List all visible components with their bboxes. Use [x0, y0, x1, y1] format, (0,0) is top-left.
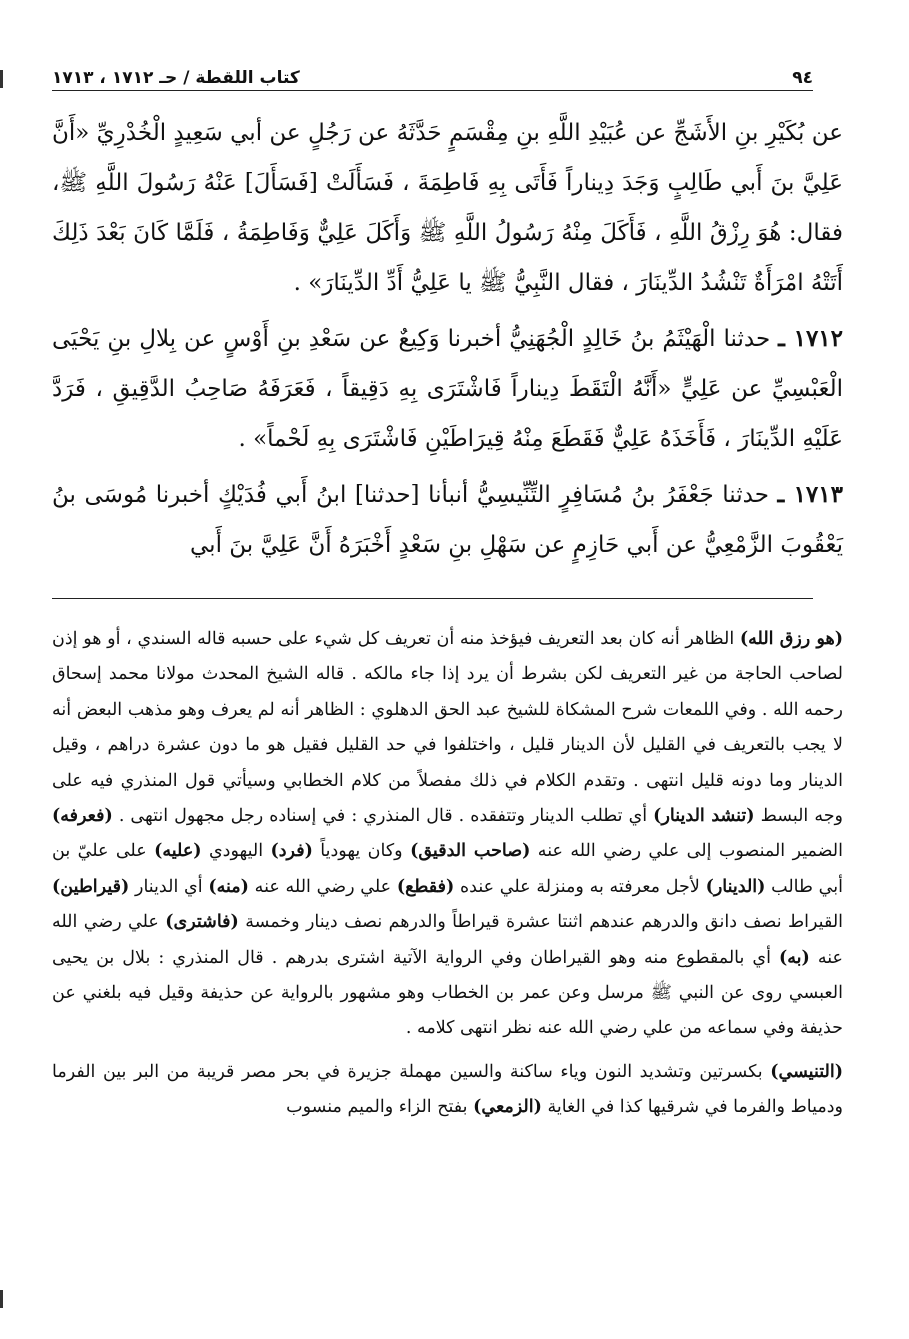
footnote-text: بكسرتين وتشديد النون وياء ساكنة والسين مهملة جزيرة في بحر مصر قريبة من البر بين الفرما ودمياط والفرما في شرقيها كذا في الغاية [52, 1061, 843, 1118]
scan-edge-mark [0, 1290, 3, 1308]
footnote-rule [52, 598, 813, 599]
scan-edge-mark [0, 70, 3, 88]
footnote-keyword: (فعرفه) [52, 806, 113, 827]
hadith-text: عن بُكَيْرِ بنِ الأَشَجِّ عن عُبَيْدِ اللَّهِ بنِ مِقْسَمٍ حَدَّثَهُ عن رَجُلٍ عن أبي سَعِيدٍ الْخُدْرِيِّ «أَنَّ عَلِيَّ بنَ أَبي طَالِبٍ وَجَدَ دِيناراً فَأَتَى بِهِ فَاطِمَةَ ، فَسَأَلَتْ [فَسَأَلَ] عَنْهُ رَسُولَ اللَّهِ ﷺ، فقال: هُوَ رِزْقُ اللَّهِ ، فَأَكَلَ مِنْهُ رَسُولُ اللَّهِ ﷺ وَأَكَلَ عَلِيٌّ وَفَاطِمَةُ ، فَلَمَّا كَانَ بَعْدَ ذَلِكَ أَتَتْهُ امْرَأَةٌ تَنْشُدُ الدِّينَارَ ، فقال النَّبِيُّ ﷺ يا عَلِيُّ أَدِّ الدِّينَارَ» . [52, 120, 843, 296]
page-header [52, 58, 813, 88]
hadith-paragraph [52, 108, 843, 308]
main-text [52, 108, 843, 576]
hadith-number: ١٧١٢ ـ [778, 325, 844, 352]
header-rule [52, 90, 813, 91]
running-title: كتاب اللقطة / حـ ١٧١٢ ، ١٧١٣ [52, 68, 300, 88]
hadith-number: ١٧١٣ ـ [777, 481, 843, 508]
footnote-text: وكان يهودياً [312, 841, 411, 862]
footnote-keyword: (قيراطين) [52, 876, 130, 897]
footnote-keyword: (فقطع) [396, 876, 455, 897]
footnote-text: اليهودي [201, 841, 271, 862]
footnote-keyword: (التنيسي) [770, 1061, 843, 1082]
footnote-keyword: (تنشد الدينار) [653, 806, 755, 827]
footnote-paragraph [52, 622, 843, 1047]
page-number: ٩٤ [792, 68, 813, 88]
footnote-keyword: (به) [779, 947, 810, 968]
footnote-text: الضمير المنصوب إلى علي رضي الله عنه [530, 841, 843, 862]
footnote-text: الظاهر أنه كان بعد التعريف فيؤخذ منه أن تعريف كل شيء على حسبه قاله السندي ، أو هو إذن لصاحب الحاجة من غير التعريف لكن بشرط أن يرد إذا جاء مالكه . قاله الشيخ المحدث مولانا محمد إسحاق رحمه الله . وفي اللمعات شرح المشكاة للشيخ عبد الحق الدهلوي : الظاهر أنه لم يعرف وهو مذهب البعض أنه لا يجب بالتعريف في القليل لأن الدينار قليل ، واختلفوا في حد القليل فقيل هو ما دون عشرة دراهم ، وقيل الدينار وما دونه قليل انتهى . وتقدم الكلام في ذلك مفصلاً من كلام الخطابي وسيأتي قول المنذري فيه على وجه البسط [52, 629, 843, 827]
footnote-keyword: (فرد) [270, 841, 313, 862]
hadith-paragraph [52, 314, 843, 464]
footnote-keyword: (الزمعي) [473, 1097, 542, 1118]
footnote-keyword: (صاحب الدقيق) [410, 841, 531, 862]
footnote-text: أي الدينار [129, 876, 209, 897]
footnotes [52, 622, 843, 1134]
footnote-text: على عليّ بن أبي طالب [52, 841, 843, 897]
footnote-keyword: (فاشترى) [165, 912, 239, 933]
footnote-keyword: (منه) [208, 876, 249, 897]
footnote-text: علي رضي الله عنه [248, 876, 397, 897]
footnote-text: علي رضي الله عنه [52, 912, 843, 968]
footnote-keyword: (الدينار) [705, 876, 766, 897]
hadith-text: حدثنا الْهَيْثَمُ بنُ خَالِدٍ الْجُهَنِيُّ أخبرنا وَكِيعٌ عن سَعْدِ بنِ أَوْسٍ عن بِلالِ بنِ يَحْيَى الْعَبْسِيِّ عن عَلِيٍّ «أَنَّهُ الْتَقَطَ دِيناراً فَاشْتَرَى بِهِ دَقِيقاً ، فَعَرَفَهُ صَاحِبُ الدَّقِيقِ ، فَرَدَّ عَلَيْهِ الدِّينَارَ ، فَأَخَذَهُ عَلِيٌّ فَقَطَعَ مِنْهُ قِيرَاطَيْنِ فَاشْتَرَى بِهِ لَحْماً» . [52, 326, 843, 452]
footnote-keyword: (عليه) [154, 841, 202, 862]
footnote-text: القيراط نصف دانق والدرهم عندهم اثنتا عشرة قيراطاً والدرهم نصف دينار وخمسة [238, 912, 844, 933]
hadith-paragraph [52, 470, 843, 570]
footnote-text: بفتح الزاء والميم منسوب [286, 1097, 474, 1118]
hadith-text: حدثنا جَعْفَرُ بنُ مُسَافِرٍ التِّنِّيسِيُّ أنبأنا [حدثنا] ابنُ أَبي فُدَيْكٍ أخبرنا مُوسَى بنُ يَعْقُوبَ الزَّمْعِيُّ عن أَبي حَازِمٍ عن سَهْلِ بنِ سَعْدٍ أَخْبَرَهُ أَنَّ عَلِيَّ بنَ أَبي [52, 482, 843, 558]
footnote-paragraph [52, 1055, 843, 1126]
footnote-keyword: (هو رزق الله) [739, 629, 843, 649]
footnote-text: أي تطلب الدينار وتتفقده . قال المنذري : في إسناده رجل مجهول انتهى . [112, 806, 654, 827]
footnote-text: لأجل معرفته به ومنزلة علي عنده [454, 876, 706, 897]
footnote-text: أي بالمقطوع منه وهو القيراطان وفي الرواية الآتية اشترى بدرهم . قال المنذري : بلال بن يحيى العبسي روى عن النبي ﷺ مرسل وعن عمر بن الخطاب وهو مشهور بالرواية عن حذيفة وقيل فيه بلغني عن حذيفة وفي سماعه من علي رضي الله عنه نظر انتهى كلامه . [52, 947, 843, 1039]
